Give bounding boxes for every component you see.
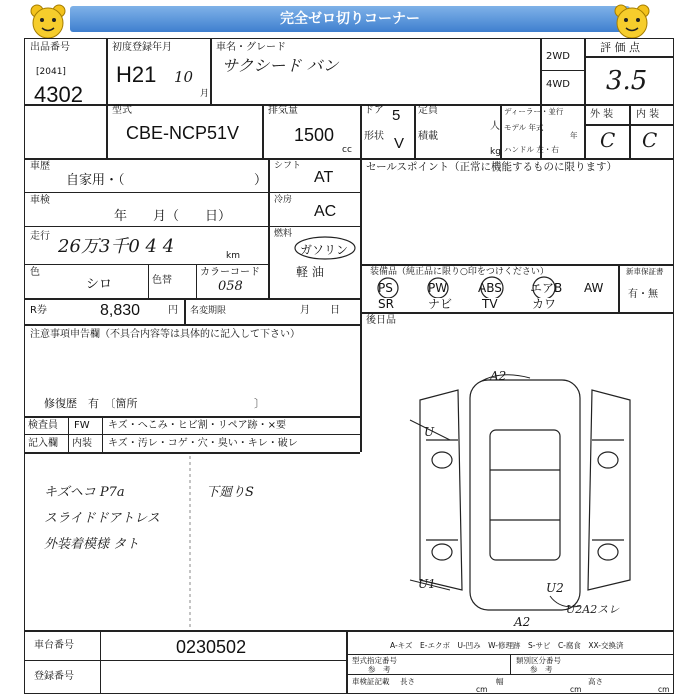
score-value: 3.5 — [606, 66, 648, 96]
lot-number-label: 出品番号 — [30, 42, 70, 53]
reference-label-1: 参 考 — [368, 665, 391, 674]
name-change-label: 名変期限 — [190, 306, 227, 316]
history-label: 車歴 — [30, 161, 50, 172]
door-value: 5 — [392, 107, 401, 124]
mileage-unit: km — [226, 251, 240, 261]
handwritten-note-2: スライドドアトレス — [44, 511, 160, 526]
history-value: 自家用・（ — [66, 173, 125, 188]
diagram-mark-a2-top: A2 — [490, 369, 507, 383]
car-name-value: サクシード バン — [222, 56, 339, 75]
shift-value: AT — [314, 169, 334, 186]
capacity-label: 定員 — [418, 105, 438, 116]
length-label: 長さ — [400, 677, 415, 686]
notes-label: 注意事項申告欄（不具合内容等は具体的に記入して下さい） — [30, 329, 300, 340]
load-unit: kg — [490, 147, 501, 157]
equip-sr: SR — [378, 297, 394, 311]
equip-airbag: エアB — [530, 281, 563, 295]
new-warranty-value: 有・無 — [628, 289, 658, 300]
year-unit: 年 — [570, 131, 578, 140]
shift-label: シフト — [274, 161, 302, 171]
page-banner: 完全ゼロ切りコーナー — [70, 6, 630, 32]
inspector-label: 検査員 — [28, 420, 58, 431]
displacement-value: 1500 — [294, 125, 335, 145]
inspection-value: 年 月（ 日） — [114, 209, 232, 224]
inspection-label: 車検 — [30, 195, 50, 206]
category-label: 類別区分番号 — [516, 656, 561, 665]
chassis-label: 車台番号 — [34, 640, 74, 651]
drive-2wd: 2WD — [546, 51, 570, 62]
diagram-mark-u2a2: U2A2スレ — [566, 603, 620, 616]
color-change-label: 色替 — [152, 275, 172, 286]
chassis-number: 0230502 — [176, 637, 247, 657]
color-code-label: カラーコード — [200, 267, 260, 278]
repair-history-close: 〕 — [254, 397, 265, 410]
diagram-mark-u: U — [424, 425, 435, 439]
recycle-unit: 円 — [168, 305, 178, 316]
diagram-mark-a2-bottom: A2 — [514, 615, 531, 629]
score-label: 評 価 点 — [600, 41, 640, 54]
shape-value: V — [394, 135, 405, 152]
damage-legend: A-キズ E-エクボ U-凹み W-修理跡 S-サビ C-腐食 XX-交換済 — [390, 641, 624, 650]
model-label: 型式 — [112, 105, 132, 116]
length-unit: cm — [476, 685, 488, 694]
lot-number: 4302 — [34, 82, 83, 107]
displacement-label: 排気量 — [268, 105, 298, 116]
fuel-diesel: 軽 油 — [296, 265, 324, 279]
height-unit: cm — [658, 685, 670, 694]
equip-aw: AW — [584, 281, 604, 295]
month-unit: 月 — [200, 89, 210, 99]
equip-leather: カワ — [532, 297, 557, 311]
history-close: ） — [254, 173, 268, 188]
fw-items: キズ・へこみ・ヒビ割・リペア跡・×要 — [108, 420, 286, 431]
diagram-mark-u2: U2 — [546, 581, 564, 595]
interior-grade: C — [642, 128, 658, 152]
width-unit: cm — [570, 685, 582, 694]
diagram-mark-u1: U1 — [418, 577, 436, 591]
interior-check-label: 内装 — [72, 438, 92, 449]
interior-label: 内 装 — [636, 109, 660, 120]
capacity-unit: 人 — [490, 121, 500, 132]
mascot-bear-left-icon — [28, 2, 68, 42]
new-warranty-label: 新車保証書 — [626, 267, 664, 276]
handwritten-note-1: キズヘコ P7a — [44, 485, 125, 500]
exterior-grade: C — [600, 128, 616, 152]
handle-label: ハンドル 左・右 — [504, 145, 559, 154]
drive-4wd: 4WD — [546, 79, 570, 90]
handwritten-note-4: 下廻りS — [206, 485, 254, 500]
mascot-bear-right-icon — [612, 2, 652, 42]
equip-ps: PS — [378, 281, 393, 295]
fuel-gasoline: ガソリン — [300, 243, 349, 257]
interior-check-items: キズ・汚レ・コゲ・穴・臭い・キレ・破レ — [108, 438, 298, 449]
width-label: 幅 — [496, 677, 504, 686]
door-label: ドア — [364, 105, 384, 116]
dealer-label: ディーラー・並行 — [504, 107, 564, 116]
equip-pw: PW — [428, 281, 448, 295]
equipment-label: 装備品（純正品に限り○印をつけください） — [370, 267, 549, 277]
recycle-label: R券 — [30, 305, 47, 316]
dims-label: 車検証記載 — [352, 677, 390, 686]
equip-tv: TV — [482, 297, 498, 311]
color-value: シロ — [86, 277, 113, 292]
height-label: 高さ — [588, 677, 603, 686]
mileage-label: 走行 — [30, 231, 50, 242]
first-registration-year: H21 — [116, 62, 157, 87]
ac-value: AC — [314, 203, 337, 220]
mileage-value: 26万3千0 4 4 — [58, 236, 175, 257]
name-change-value: 月 日 — [300, 305, 340, 316]
fw-label: FW — [74, 420, 90, 431]
displacement-unit: cc — [342, 145, 352, 155]
color-label: 色 — [30, 267, 40, 278]
shape-label: 形状 — [364, 131, 384, 142]
model-value: CBE-NCP51V — [126, 123, 240, 143]
equipment-circle-marks — [368, 274, 628, 298]
equip-navi: ナビ — [428, 297, 453, 311]
load-label: 積載 — [418, 131, 438, 142]
model-year-label: モデル 年式 — [504, 123, 544, 132]
equip-abs: ABS — [478, 281, 502, 295]
repair-history-label: 修復歴 有 〔箇所 — [44, 397, 138, 410]
ac-label: 冷房 — [274, 195, 293, 205]
recycle-value: 8,830 — [100, 302, 141, 319]
color-code-value: 058 — [218, 279, 243, 294]
exterior-label: 外 装 — [590, 109, 614, 120]
model-designation-label: 型式指定番号 — [352, 656, 397, 665]
inspector-entry-label: 記入欄 — [28, 438, 58, 449]
sales-point-label: セールスポイント（正常に機能するものに限ります） — [366, 161, 618, 173]
fuel-circle-mark — [290, 234, 360, 262]
lot-sub-number: [2041] — [36, 67, 66, 77]
fuel-label: 燃料 — [274, 229, 293, 239]
after-install-label: 後日品 — [366, 315, 396, 326]
car-name-label: 車名・グレード — [216, 42, 286, 53]
handwritten-note-3: 外装着模様 タト — [44, 537, 140, 552]
first-registration-label: 初度登録年月 — [112, 42, 172, 53]
registration-label: 登録番号 — [34, 671, 74, 682]
first-registration-month: 10 — [174, 68, 194, 86]
reference-label-2: 参 考 — [530, 665, 553, 674]
